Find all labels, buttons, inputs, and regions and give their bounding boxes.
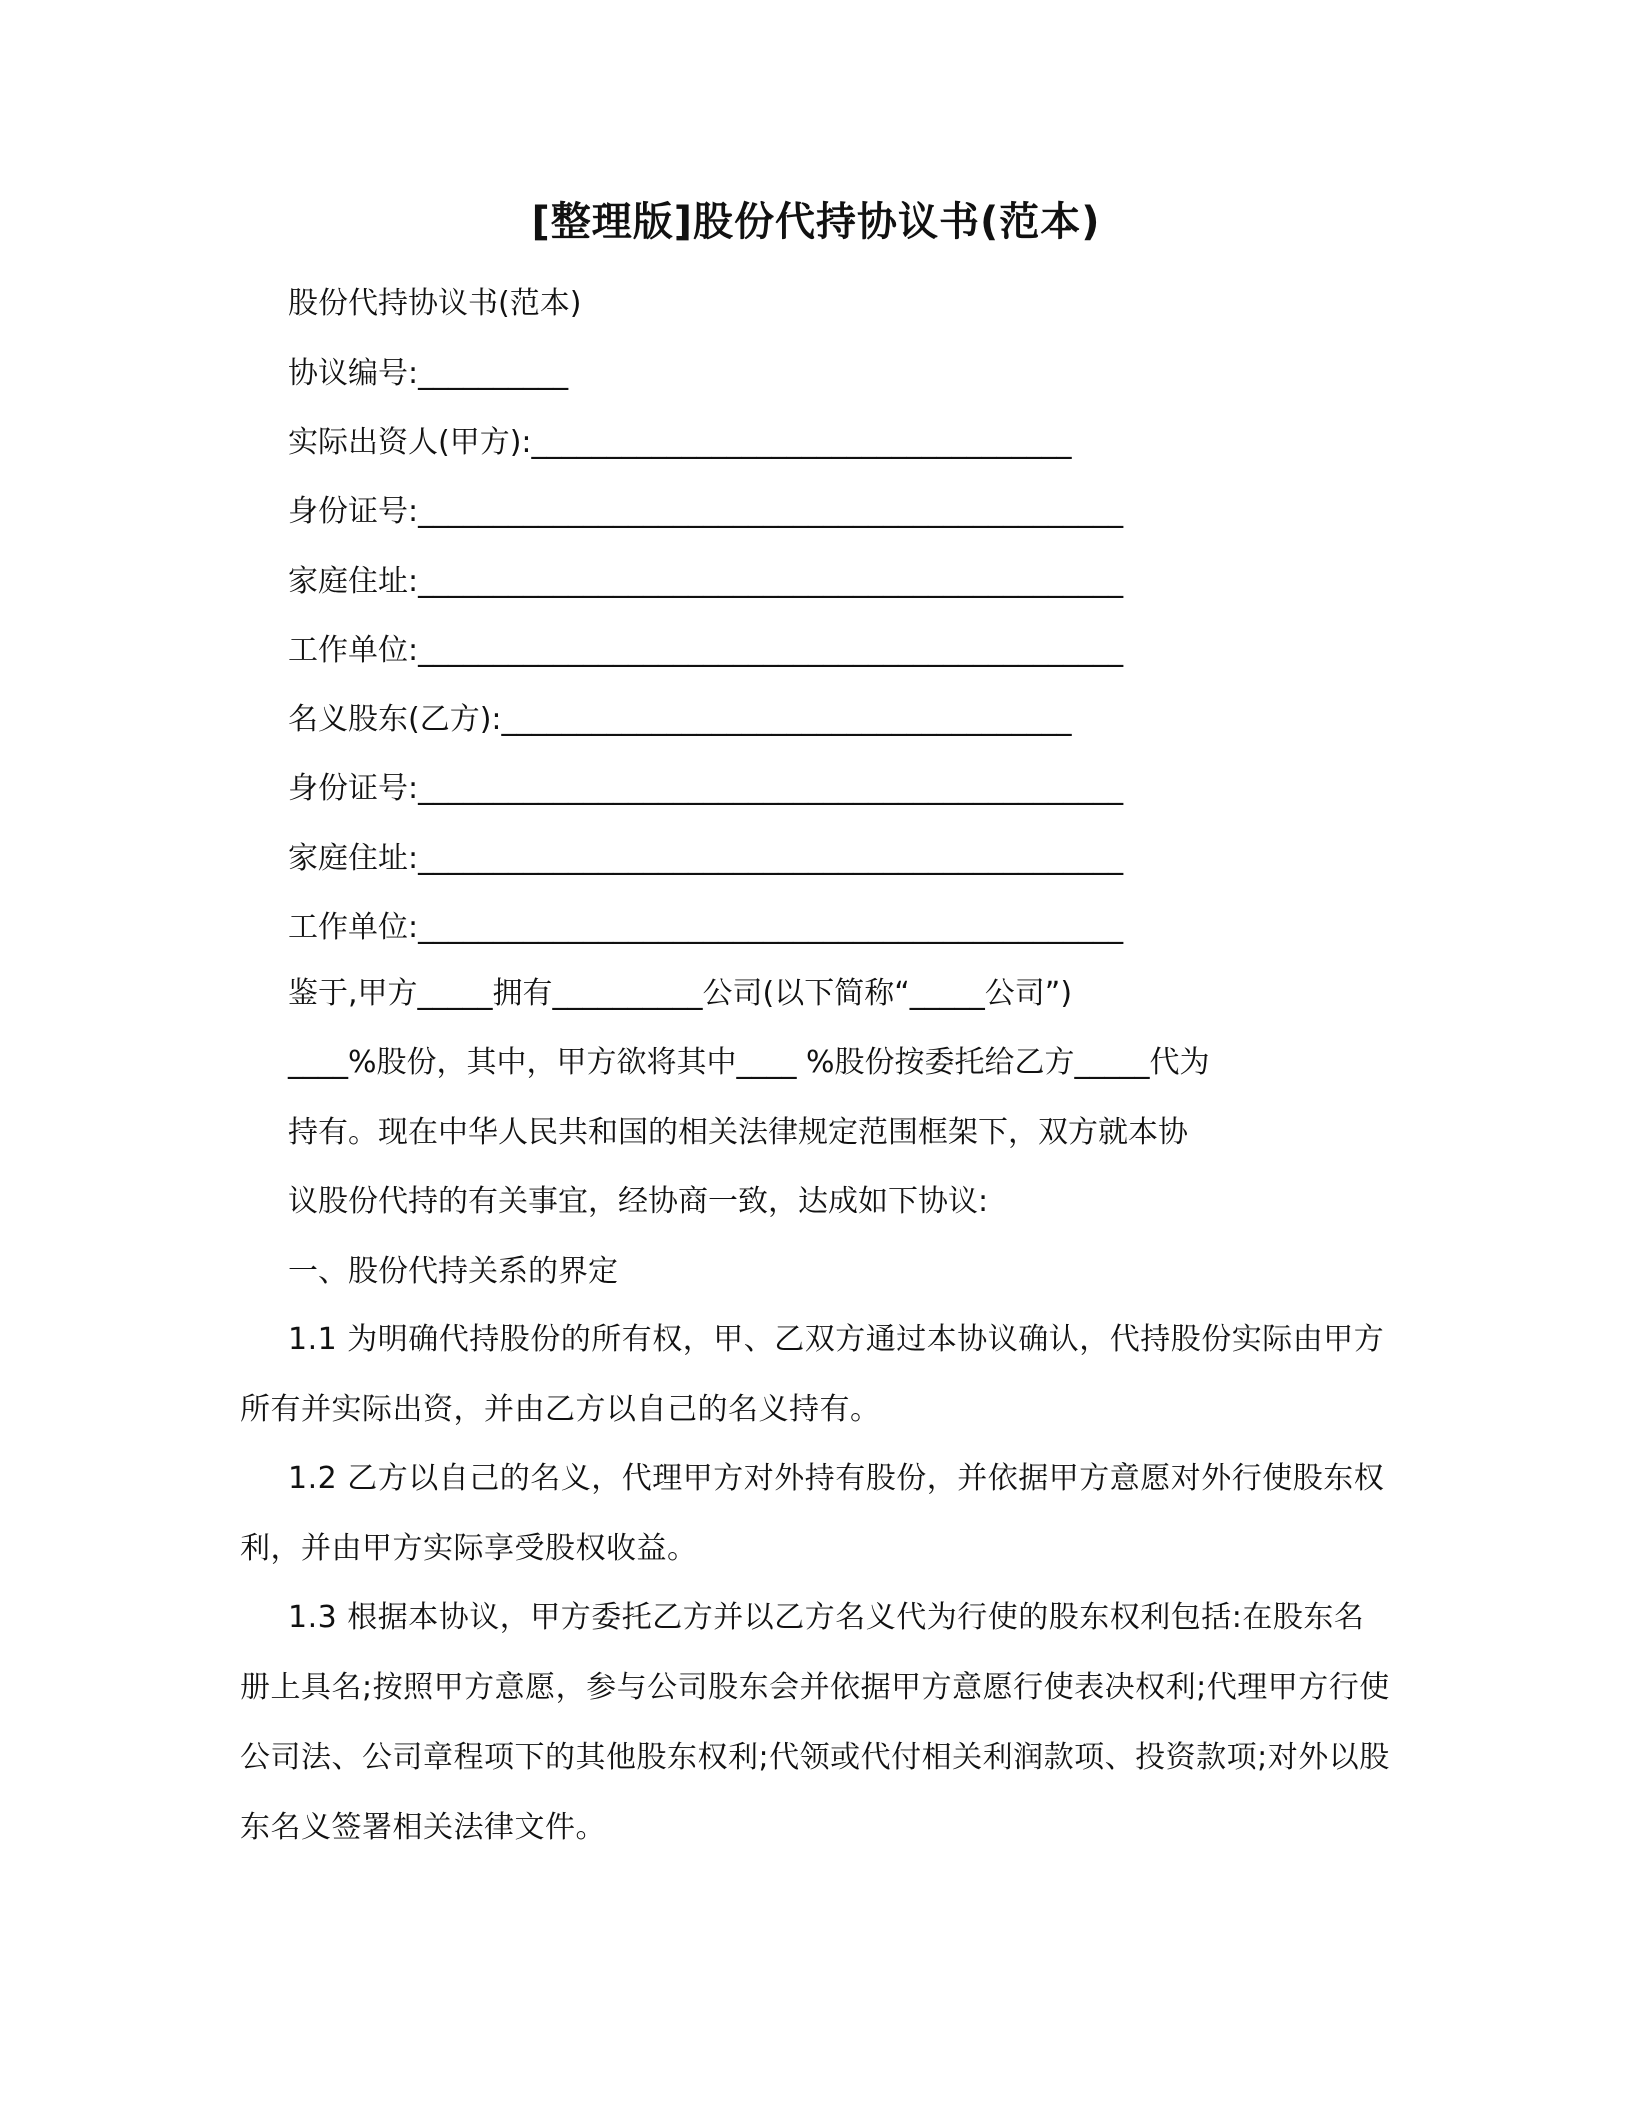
party-b-address-line: 家庭住址:_______________________________________________: [288, 841, 1124, 876]
party-b-employer-line: 工作单位:_______________________________________________: [288, 910, 1124, 945]
clause-1-3: 1.3 根据本协议，甲方委托乙方并以乙方名义代为行使的股东权利包括:在股东名册上具名;按照甲方意愿，参与公司股东会并依据甲方意愿行使表决权利;代理甲方行使公司法、公司章程项下的其他股东权利;代领或代付相关利润款项、投资款项;对外以股东名义签署相关法律文件。: [240, 1600, 1390, 1845]
clause-1-1: 1.1 为明确代持股份的所有权，甲、乙双方通过本协议确认，代持股份实际由甲方所有并实际出资，并由乙方以自己的名义持有。: [240, 1322, 1385, 1427]
party-a-address-line: 家庭住址:_______________________________________________: [288, 564, 1124, 599]
subtitle-line: 股份代持协议书(范本): [288, 286, 582, 321]
party-a-employer-line: 工作单位:_______________________________________________: [288, 633, 1124, 668]
clause-1-2: 1.2 乙方以自己的名义，代理甲方对外持有股份，并依据甲方意愿对外行使股东权利，并由甲方实际享受股权收益。: [240, 1461, 1385, 1566]
party-b-id-line: 身份证号:_______________________________________________: [288, 771, 1124, 806]
recital-line-2: ____%股份，其中，甲方欲将其中____ %股份按委托给乙方_____代为: [288, 1045, 1210, 1080]
section-heading: 一、股份代持关系的界定: [288, 1254, 618, 1289]
recital-line-4: 议股份代持的有关事宜，经协商一致，达成如下协议:: [288, 1184, 989, 1219]
party-a-id-line: 身份证号:_______________________________________________: [288, 494, 1124, 529]
party-b-name-line: 名义股东(乙方):______________________________________: [288, 702, 1072, 737]
party-a-name-line: 实际出资人(甲方):____________________________________: [288, 425, 1072, 460]
recital-line-3: 持有。现在中华人民共和国的相关法律规定范围框架下，双方就本协: [288, 1115, 1188, 1150]
document-title: [整理版]股份代持协议书(范本): [531, 199, 1101, 245]
recital-line-1: 鉴于,甲方_____拥有__________公司(以下简称“_____公司”): [288, 976, 1073, 1011]
agreement-number-line: 协议编号:__________: [288, 356, 569, 391]
